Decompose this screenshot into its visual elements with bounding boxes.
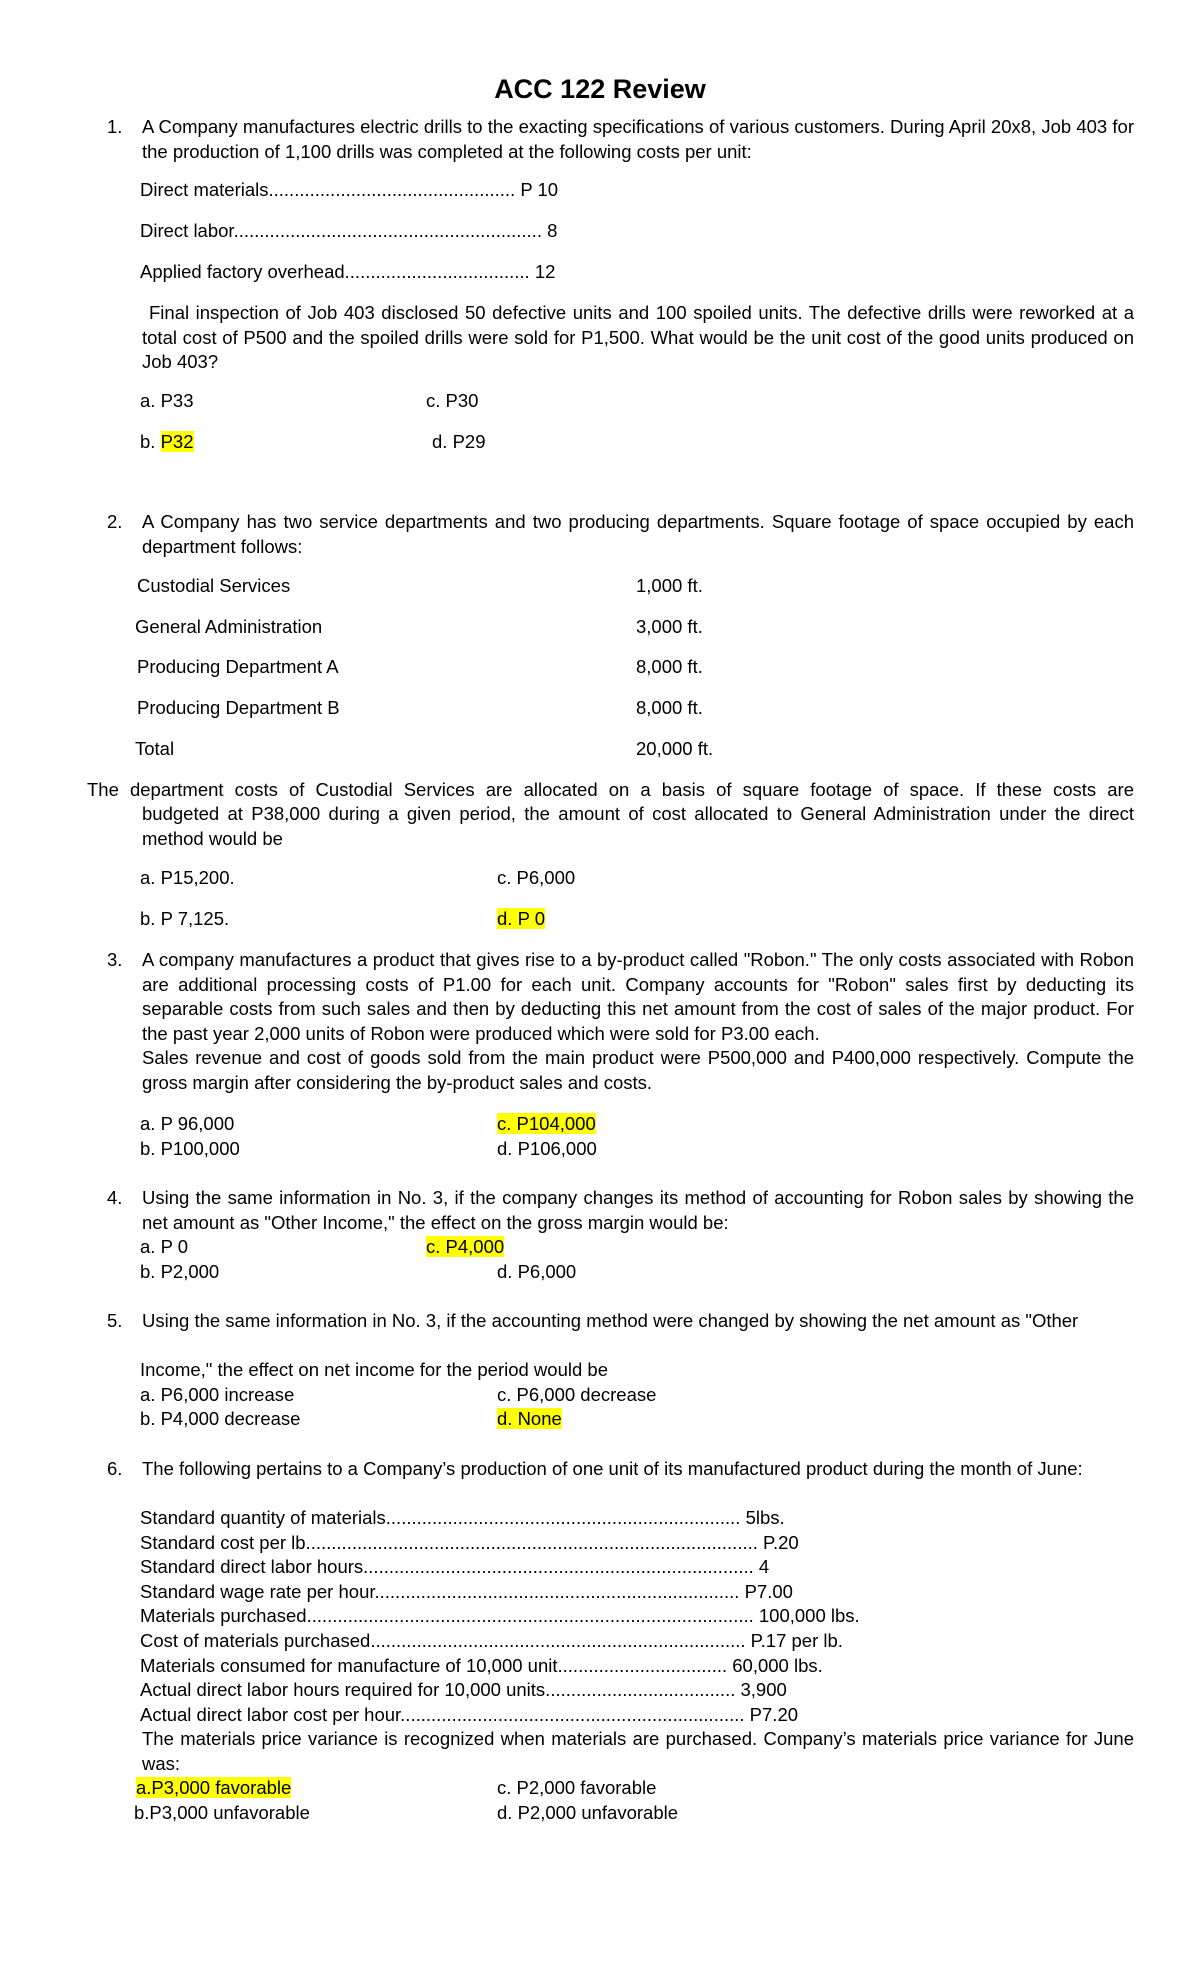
q1-cost-factory-overhead: Applied factory overhead.................................... 12 bbox=[140, 261, 556, 282]
q6-option-b: b.P3,000 unfavorable bbox=[134, 1802, 310, 1823]
q6-line-standard-quantity: Standard quantity of materials..................................................................... 5lbs. bbox=[140, 1507, 785, 1528]
question-3-text: A company manufactures a product that gives rise to a by-product called "Robon." The only costs associated with Robon are additional processing costs of P1.00 for each unit. Company accounts for "Robon" sales first by deducting its separable costs from such sales and then by deducting this net amount from the cost of sales of the major product. For the past year 2,000 units of Robon were produced which were sold for P3.00 each. bbox=[142, 949, 1134, 1044]
q5-option-c: c. P6,000 decrease bbox=[497, 1384, 657, 1405]
q5-option-b: b. P4,000 decrease bbox=[140, 1408, 301, 1429]
q2-dept-custodial: Custodial Services bbox=[137, 575, 291, 596]
q6-option-a-highlight: a.P3,000 favorable bbox=[136, 1777, 292, 1798]
q4-option-b: b. P2,000 bbox=[140, 1261, 220, 1282]
q4-option-a: a. P 0 bbox=[140, 1236, 189, 1257]
q5-option-a: a. P6,000 increase bbox=[140, 1384, 295, 1405]
q6-line-materials-consumed: Materials consumed for manufacture of 10,000 unit................................. 60,000 lbs. bbox=[140, 1655, 823, 1676]
question-2-number: 2. bbox=[107, 511, 123, 532]
q6-line-actual-labor-hours: Actual direct labor hours required for 10,000 units..................................... 3,900 bbox=[140, 1679, 787, 1700]
q2-option-a: a. P15,200. bbox=[140, 867, 235, 888]
question-1-text: A Company manufactures electric drills to the exacting specifications of various customers. During April 20x8, Job 403 for the production of 1,100 drills was completed at the following costs per unit: bbox=[142, 116, 1134, 162]
q2-option-c: c. P6,000 bbox=[497, 867, 576, 888]
page-title: ACC 122 Review bbox=[494, 74, 706, 104]
q1-option-d: d. P29 bbox=[432, 431, 486, 452]
q6-option-d: d. P2,000 unfavorable bbox=[497, 1802, 679, 1823]
q1-option-a: a. P33 bbox=[140, 390, 194, 411]
q6-line-cost-of-materials: Cost of materials purchased......................................................................... P.17 per lb. bbox=[140, 1630, 843, 1651]
q3-option-c-highlight: c. P104,000 bbox=[497, 1113, 596, 1134]
q5-option-d-answer bbox=[497, 1407, 562, 1431]
question-2-text: A Company has two service departments and two producing departments. Square footage of space occupied by each department follows: bbox=[142, 511, 1134, 557]
q6-line-standard-wage-rate: Standard wage rate per hour....................................................................... P7.00 bbox=[140, 1581, 793, 1602]
q5-option-d-highlight: d. None bbox=[497, 1408, 562, 1429]
q2-value-general-admin: 3,000 ft. bbox=[636, 616, 703, 637]
q2-value-total: 20,000 ft. bbox=[636, 738, 714, 759]
q2-dept-general-admin: General Administration bbox=[135, 616, 323, 637]
q2-dept-producing-a: Producing Department A bbox=[137, 656, 339, 677]
question-1-number: 1. bbox=[107, 116, 123, 137]
q2-value-custodial: 1,000 ft. bbox=[636, 575, 703, 596]
q6-option-c: c. P2,000 favorable bbox=[497, 1777, 657, 1798]
question-4-number: 4. bbox=[107, 1187, 123, 1208]
q6-line-materials-purchased: Materials purchased....................................................................................... 100,000 lbs. bbox=[140, 1605, 860, 1626]
question-2-text-continued: The department costs of Custodial Services are allocated on a basis of square footage of space. If these costs are bbox=[87, 779, 1134, 800]
q2-option-b: b. P 7,125. bbox=[140, 908, 230, 929]
q1-cost-direct-materials: Direct materials................................................ P 10 bbox=[140, 179, 559, 200]
q2-dept-producing-b: Producing Department B bbox=[137, 697, 340, 718]
question-1-text-continued: Final inspection of Job 403 disclosed 50 defective units and 100 spoiled units. The defective drills were reworked at a total cost of P500 and the spoiled drills were sold for P1,500. What would be the unit cost of the good units produced on Job 403? bbox=[142, 302, 1134, 372]
q1-option-b-answer-highlight: P32 bbox=[160, 431, 194, 452]
q2-option-d-answer bbox=[497, 907, 545, 931]
question-4-text: Using the same information in No. 3, if the company changes its method of accounting for Robon sales by showing the net amount as "Other Income," the effect on the gross margin would be: bbox=[142, 1187, 1134, 1233]
question-3-text-continued: Sales revenue and cost of goods sold from the main product were P500,000 and P400,000 respectively. Compute the gross margin after considering the by-product sales and costs. bbox=[142, 1047, 1134, 1093]
q1-option-c: c. P30 bbox=[426, 390, 479, 411]
question-5-text-continued: Income," the effect on net income for the period would be bbox=[140, 1359, 608, 1380]
q3-option-d: d. P106,000 bbox=[497, 1138, 597, 1159]
q1-option-b-letter: b. bbox=[140, 431, 156, 452]
q3-option-b: b. P100,000 bbox=[140, 1138, 240, 1159]
question-2-text-continued-rest: budgeted at P38,000 during a given period, the amount of cost allocated to General Administration under the direct method would be bbox=[142, 803, 1134, 849]
q1-cost-direct-labor: Direct labor............................................................ 8 bbox=[140, 220, 558, 241]
q4-option-d: d. P6,000 bbox=[497, 1261, 577, 1282]
q6-option-a-answer bbox=[136, 1776, 291, 1800]
question-3-number: 3. bbox=[107, 949, 123, 970]
q2-value-producing-a: 8,000 ft. bbox=[636, 656, 703, 677]
question-5-number: 5. bbox=[107, 1310, 123, 1331]
question-6-number: 6. bbox=[107, 1458, 123, 1479]
q2-dept-total: Total bbox=[135, 738, 175, 759]
q6-line-standard-labor-hours: Standard direct labor hours............................................................................ 4 bbox=[140, 1556, 770, 1577]
q3-option-c-answer bbox=[497, 1112, 596, 1136]
q4-option-c-highlight: c. P4,000 bbox=[426, 1236, 505, 1257]
q4-option-c-answer bbox=[426, 1235, 504, 1259]
question-6-text: The following pertains to a Company’s production of one unit of its manufactured product during the month of June: bbox=[142, 1458, 1083, 1479]
q2-value-producing-b: 8,000 ft. bbox=[636, 697, 703, 718]
question-5-text: Using the same information in No. 3, if the accounting method were changed by showing the net amount as "Other bbox=[142, 1310, 1079, 1331]
question-6-text-continued: The materials price variance is recognized when materials are purchased. Company’s materials price variance for June was: bbox=[142, 1728, 1134, 1774]
q1-option-b bbox=[140, 430, 194, 454]
q6-line-standard-cost: Standard cost per lb........................................................................................ P.20 bbox=[140, 1532, 799, 1553]
q6-line-actual-labor-cost: Actual direct labor cost per hour................................................................... P7.20 bbox=[140, 1704, 799, 1725]
q2-option-d-highlight: d. P 0 bbox=[497, 908, 546, 929]
q3-option-a: a. P 96,000 bbox=[140, 1113, 235, 1134]
